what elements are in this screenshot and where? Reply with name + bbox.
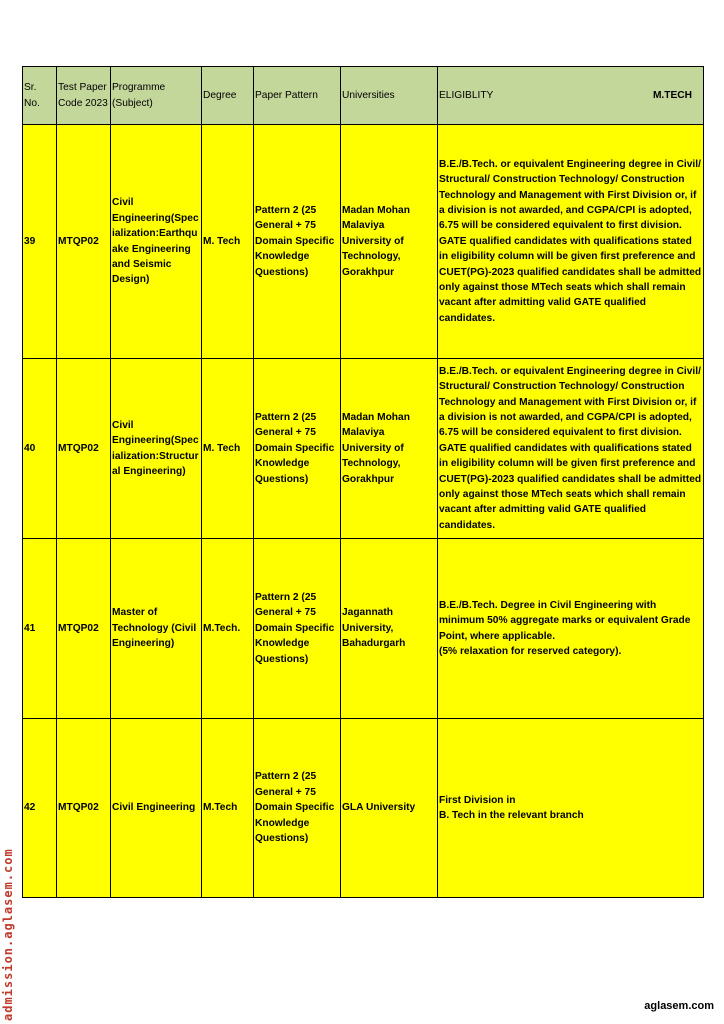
eligibility-note: GATE qualified candidates with qualifications stated in eligibility column will be given first preference and CUET(PG)-2023 qualified candidates shall be admitted only against those MTech seats which shall remain vacant after admitting valid GATE qualified candidates. [439, 235, 702, 324]
programme-cell: Master of Technology (Civil Engineering) [111, 539, 202, 719]
table-header-row [23, 67, 704, 125]
header-test-paper-code: Test Paper Code 2023 [57, 67, 111, 125]
table-row [23, 359, 704, 539]
paper-pattern-cell: Pattern 2 (25 General + 75 Domain Specific Knowledge Questions) [254, 125, 341, 359]
eligibility-cell [438, 719, 704, 898]
eligibility-cell [438, 539, 704, 719]
eligibility-cell [438, 359, 704, 539]
paper-pattern-cell: Pattern 2 (25 General + 75 Domain Specific Knowledge Questions) [254, 719, 341, 898]
degree-cell: M. Tech [202, 125, 254, 359]
paper-pattern-cell: Pattern 2 (25 General + 75 Domain Specific Knowledge Questions) [254, 539, 341, 719]
eligibility-table [22, 66, 704, 898]
header-sr-no: Sr. No. [23, 67, 57, 125]
eligibility-text: B.E./B.Tech. or equivalent Engineering degree in Civil/ Structural/ Construction Technology/ Construction Technology and Management with First Division or, if a division is not awarded, and CGPA/CPI is adopted, 6.75 will be considered equivalent to first division. [439, 158, 701, 232]
table-row [23, 719, 704, 898]
header-eligibility-label: ELIGIBLITY [439, 89, 494, 101]
paper-pattern-cell: Pattern 2 (25 General + 75 Domain Specific Knowledge Questions) [254, 359, 341, 539]
sr-no-cell: 41 [23, 539, 57, 719]
header-universities: Universities [341, 67, 438, 125]
sr-no-cell: 40 [23, 359, 57, 539]
eligibility-text: B.E./B.Tech. or equivalent Engineering degree in Civil/ Structural/ Construction Technology/ Construction Technology and Management with First Division or, if a division is not awarded, and CGPA/CPI is adopted, 6.75 will be considered equivalent to first division. [439, 365, 701, 439]
test-paper-code-cell: MTQP02 [57, 359, 111, 539]
eligibility-cell [438, 125, 704, 359]
programme-cell: Civil Engineering [111, 719, 202, 898]
degree-cell: M. Tech [202, 359, 254, 539]
eligibility-text: B.E./B.Tech. Degree in Civil Engineering with minimum 50% aggregate marks or equivalent Grade Point, where applicable. [439, 599, 691, 642]
sr-no-cell: 39 [23, 125, 57, 359]
header-programme: Programme (Subject) [111, 67, 202, 125]
header-degree: Degree [202, 67, 254, 125]
table-row [23, 125, 704, 359]
programme-cell: Civil Engineering(Specialization:Structural Engineering) [111, 359, 202, 539]
side-watermark: admission.aglasem.com [1, 848, 15, 1021]
table-row [23, 539, 704, 719]
degree-cell: M.Tech. [202, 539, 254, 719]
header-course-label: M.TECH [652, 89, 692, 101]
test-paper-code-cell: MTQP02 [57, 125, 111, 359]
university-cell: Madan Mohan Malaviya University of Technology, Gorakhpur [341, 125, 438, 359]
eligibility-note: GATE qualified candidates with qualifications stated in eligibility column will be given first preference and CUET(PG)-2023 qualified candidates shall be admitted only against those MTech seats which shall remain vacant after admitting valid GATE qualified candidates. [439, 442, 702, 531]
eligibility-text: First Division in [439, 794, 516, 806]
header-paper-pattern: Paper Pattern [254, 67, 341, 125]
test-paper-code-cell: MTQP02 [57, 539, 111, 719]
eligibility-note: B. Tech in the relevant branch [439, 810, 584, 821]
sr-no-cell: 42 [23, 719, 57, 898]
degree-cell: M.Tech [202, 719, 254, 898]
eligibility-note: (5% relaxation for reserved category). [439, 645, 622, 657]
university-cell: GLA University [341, 719, 438, 898]
header-eligibility [438, 67, 704, 125]
footer-brand: aglasem.com [644, 1000, 714, 1012]
programme-cell: Civil Engineering(Specialization:Earthquake Engineering and Seismic Design) [111, 125, 202, 359]
university-cell: Jagannath University, Bahadurgarh [341, 539, 438, 719]
test-paper-code-cell: MTQP02 [57, 719, 111, 898]
university-cell: Madan Mohan Malaviya University of Technology, Gorakhpur [341, 359, 438, 539]
